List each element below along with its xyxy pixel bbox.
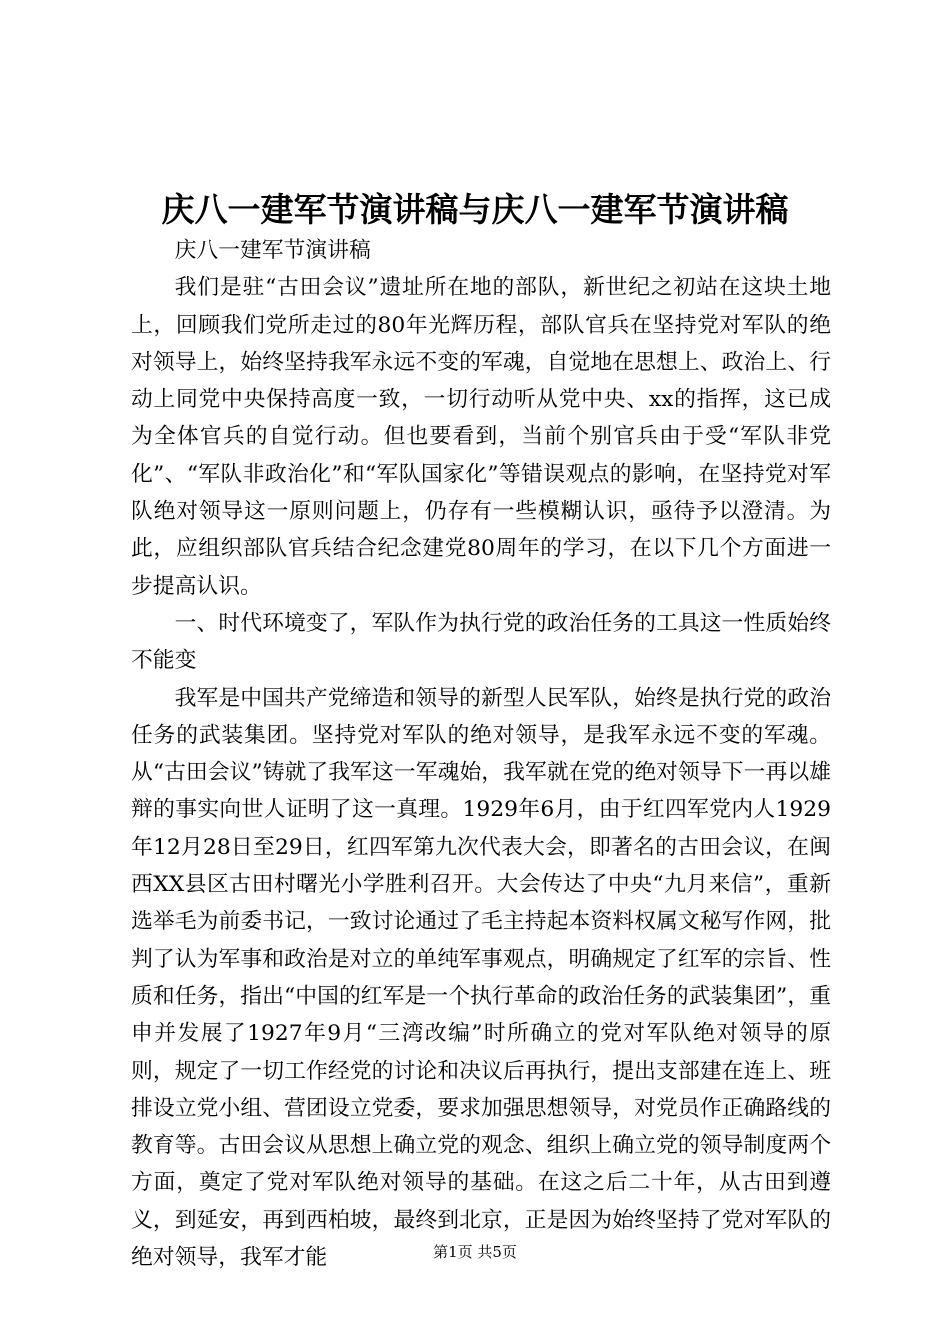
document-body [131, 232, 831, 1276]
page-footer: 第1页 共5页 [433, 1243, 517, 1261]
paragraph-section-heading: 一、时代环境变了，军队作为执行党的政治任务的工具这一性质始终不能变 [131, 610, 831, 674]
paragraph: 我们是驻“古田会议”遗址所在地的部队，新世纪之初站在这块土地上，回顾我们党所走过的80年光辉历程，部队官兵在坚持党对军队的绝对领导上，始终坚持我军永远不变的军魂，自觉地在思想上、政治上、行动上同党中央保持高度一致，一切行动听从党中央、xx的指挥，这已成为全体官兵的自觉行动。但也要看到，当前个别官兵由于受“军队非党化”、“军队非政治化”和“军队国家化”等错误观点的影响，在坚持党对军队绝对领导这一原则问题上，仍存有一些模糊认识，亟待予以澄清。为此，应组织部队官兵结合纪念建党80周年的学习，在以下几个方面进一步提高认识。 [131, 275, 831, 599]
paragraph: 我军是中国共产党缔造和领导的新型人民军队，始终是执行党的政治任务的武装集团。坚持党对军队的绝对领导，是我军永远不变的军魂。从“古田会议”铸就了我军这一军魂始，我军就在党的绝对领导下一再以雄辩的事实向世人证明了这一真理。1929年6月，由于红四军党内人1929年12月28日至29日，红四军第九次代表大会，即著名的古田会议，在闽西XX县区古田村曙光小学胜利召开。大会传达了中央“九月来信”，重新选举毛为前委书记，一致讨论通过了毛主持起本资料权属文秘写作网，批判了认为军事和政治是对立的单纯军事观点，明确规定了红军的宗旨、性质和任务，指出“中国的红军是一个执行革命的政治任务的武装集团”，重申并发展了1927年9月“三湾改编”时所确立的党对军队绝对领导的原则，规定了一切工作经党的讨论和决议后再执行，提出支部建在连上、班排设立党小组、营团设立党委，要求加强思想领导，对党员作正确路线的教育等。古田会议从思想上确立党的观念、组织上确立党的领导制度两个方面，奠定了党对军队绝对领导的基础。在这之后二十年，从古田到遵义，到延安，再到西柏坡，最终到北京，正是因为始终坚持了党对军队的绝对领导，我军才能 [131, 685, 831, 1271]
document-title: 庆八一建军节演讲稿与庆八一建军节演讲稿 [161, 190, 789, 229]
paragraph-subtitle: 庆八一建军节演讲稿 [174, 238, 371, 263]
